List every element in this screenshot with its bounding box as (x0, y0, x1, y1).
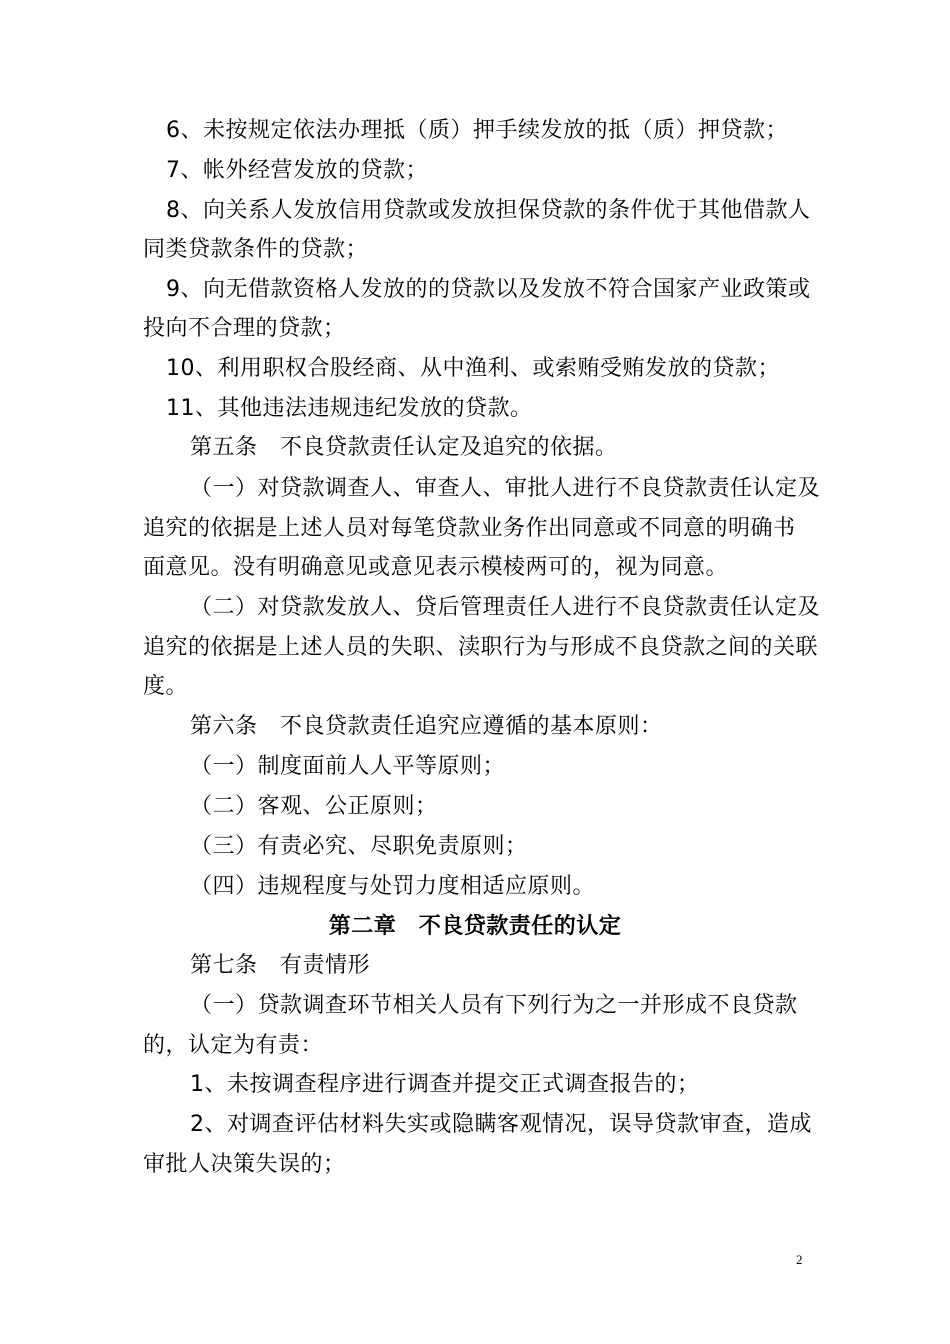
article-5-para-2: （二）对贷款发放人、贷后管理责任人进行不良贷款责任认定及 (190, 595, 821, 620)
article-5-para-1-cont: 追究的依据是上述人员对每笔贷款业务作出同意或不同意的明确书 (143, 516, 796, 541)
article-5-para-1: （一）对贷款调查人、审查人、审批人进行不良贷款责任认定及 (190, 476, 821, 501)
article-5-para-2-cont: 追究的依据是上述人员的失职、渎职行为与形成不良贷款之间的关联 (143, 635, 819, 660)
article-7-item-1: 1、未按调查程序进行调查并提交正式调查报告的； (190, 1072, 700, 1097)
list-item-11: 11、其他违法违规违纪发放的贷款。 (166, 396, 533, 421)
principle-3: （三）有责必究、尽职免责原则； (190, 834, 528, 859)
article-5-para-2-cont: 度。 (143, 674, 189, 699)
article-7-title: 第七条 有责情形 (190, 953, 371, 978)
article-7-item-2: 2、对调查评估材料失实或隐瞒客观情况，误导贷款审查，造成 (190, 1112, 812, 1137)
list-item-9: 9、向无借款资格人发放的的贷款以及发放不符合国家产业政策或 (166, 277, 811, 302)
list-item-6: 6、未按规定依法办理抵（质）押手续发放的抵（质）押贷款； (166, 118, 788, 143)
chapter-2-heading: 第二章 不良贷款责任的认定 (328, 914, 622, 939)
list-item-7: 7、帐外经营发放的贷款； (166, 158, 428, 183)
list-item-8: 8、向关系人发放信用贷款或发放担保贷款的条件优于其他借款人 (166, 198, 811, 223)
principle-4: （四）违规程度与处罚力度相适应原则。 (190, 874, 596, 899)
article-7-para-1-cont: 的，认定为有责： (143, 1033, 324, 1058)
principle-2: （二）客观、公正原则； (190, 794, 438, 819)
article-6-title: 第六条 不良贷款责任追究应遵循的基本原则： (190, 714, 663, 739)
page-number: 2 (796, 1252, 803, 1267)
list-item-9-cont: 投向不合理的贷款； (143, 316, 346, 341)
article-7-item-2-cont: 审批人决策失误的； (143, 1152, 346, 1177)
article-5-para-1-cont: 面意见。没有明确意见或意见表示模棱两可的，视为同意。 (143, 555, 729, 580)
list-item-10: 10、利用职权合股经商、从中渔利、或索贿受贿发放的贷款； (166, 356, 780, 381)
principle-1: （一）制度面前人人平等原则； (190, 754, 506, 779)
article-5-title: 第五条 不良贷款责任认定及追究的依据。 (190, 435, 618, 460)
list-item-8-cont: 同类贷款条件的贷款； (143, 237, 369, 262)
article-7-para-1: （一）贷款调查环节相关人员有下列行为之一并形成不良贷款 (190, 993, 798, 1018)
